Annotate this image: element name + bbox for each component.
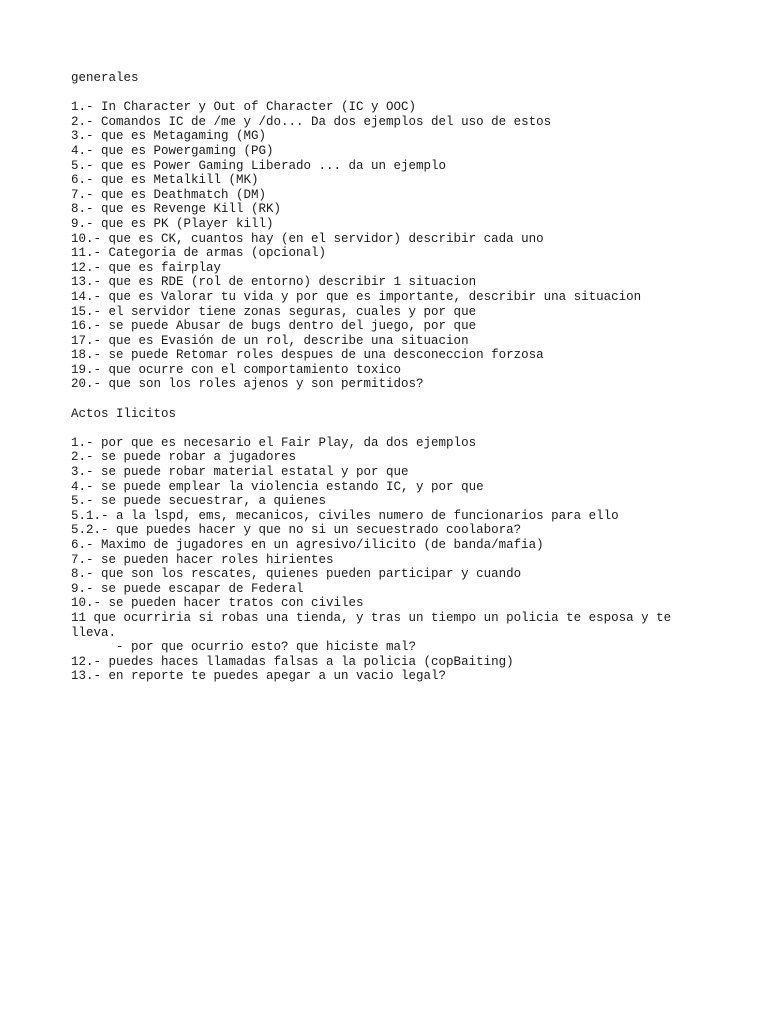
question-item: 7.- se pueden hacer roles hirientes — [71, 552, 334, 567]
question-item: 5.1.- a la lspd, ems, mecanicos, civiles numero de funcionarios para ello — [71, 508, 619, 523]
question-item: 13.- en reporte te puedes apegar a un vacio legal? — [71, 669, 447, 684]
question-list-generales — [71, 100, 711, 392]
question-item: 2.- se puede robar a jugadores — [71, 450, 297, 465]
question-item: 9.- que es PK (Player kill) — [71, 216, 274, 231]
question-item: 11 que ocurriria si robas una tienda, y tras un tiempo un policia te esposa y te lleva. — [71, 610, 679, 640]
document-page — [71, 71, 711, 684]
question-item: 8.- que son los rescates, quienes pueden participar y cuando — [71, 567, 522, 582]
question-item: 15.- el servidor tiene zonas seguras, cuales y por que — [71, 304, 477, 319]
question-item: 3.- se puede robar material estatal y por que — [71, 465, 409, 480]
question-item: 19.- que ocurre con el comportamiento toxico — [71, 362, 402, 377]
question-item: 13.- que es RDE (rol de entorno) describir 1 situacion — [71, 275, 477, 290]
section-gap — [71, 421, 711, 436]
question-item: 6.- que es Metalkill (MK) — [71, 173, 259, 188]
question-item: 5.- que es Power Gaming Liberado ... da un ejemplo — [71, 158, 447, 173]
question-item: 3.- que es Metagaming (MG) — [71, 129, 267, 144]
question-item: 5.- se puede secuestrar, a quienes — [71, 494, 327, 509]
question-item: 11.- Categoria de armas (opcional) — [71, 246, 327, 261]
question-item: 8.- que es Revenge Kill (RK) — [71, 202, 282, 217]
section-gap — [71, 392, 711, 407]
question-item: 4.- que es Powergaming (PG) — [71, 143, 274, 158]
question-item: 18.- se puede Retomar roles despues de una desconeccion forzosa — [71, 348, 544, 363]
question-item: 17.- que es Evasión de un rol, describe una situacion — [71, 333, 469, 348]
question-item: 10.- que es CK, cuantos hay (en el servidor) describir cada uno — [71, 231, 544, 246]
question-item: 14.- que es Valorar tu vida y por que es importante, describir una situacion — [71, 289, 642, 304]
section-title-generales: generales — [71, 71, 139, 85]
question-item: 5.2.- que puedes hacer y que no si un secuestrado coolabora? — [71, 523, 522, 538]
question-item: 4.- se puede emplear la violencia estando IC, y por que — [71, 479, 484, 494]
section-gap — [71, 86, 711, 101]
question-subitem: - por que ocurrio esto? que hiciste mal? — [116, 640, 417, 655]
question-item: 6.- Maximo de jugadores en un agresivo/ilicito (de banda/mafia) — [71, 538, 544, 552]
question-item: 9.- se puede escapar de Federal — [71, 581, 304, 596]
section-title-actos-ilicitos: Actos Ilicitos — [71, 406, 177, 421]
question-item: 12.- que es fairplay — [71, 260, 222, 275]
question-item: 10.- se pueden hacer tratos con civiles — [71, 596, 364, 611]
question-item: 1.- In Character y Out of Character (IC y OOC) — [71, 100, 417, 115]
question-item: 1.- por que es necesario el Fair Play, da dos ejemplos — [71, 435, 477, 450]
question-item: 16.- se puede Abusar de bugs dentro del juego, por que — [71, 319, 477, 334]
question-item: 20.- que son los roles ajenos y son permitidos? — [71, 377, 424, 392]
question-item: 7.- que es Deathmatch (DM) — [71, 187, 267, 202]
question-item: 12.- puedes haces llamadas falsas a la policia (copBaiting) — [71, 654, 514, 669]
question-item: 2.- Comandos IC de /me y /do... Da dos ejemplos del uso de estos — [71, 114, 552, 129]
question-list-actos-ilicitos — [71, 436, 711, 684]
